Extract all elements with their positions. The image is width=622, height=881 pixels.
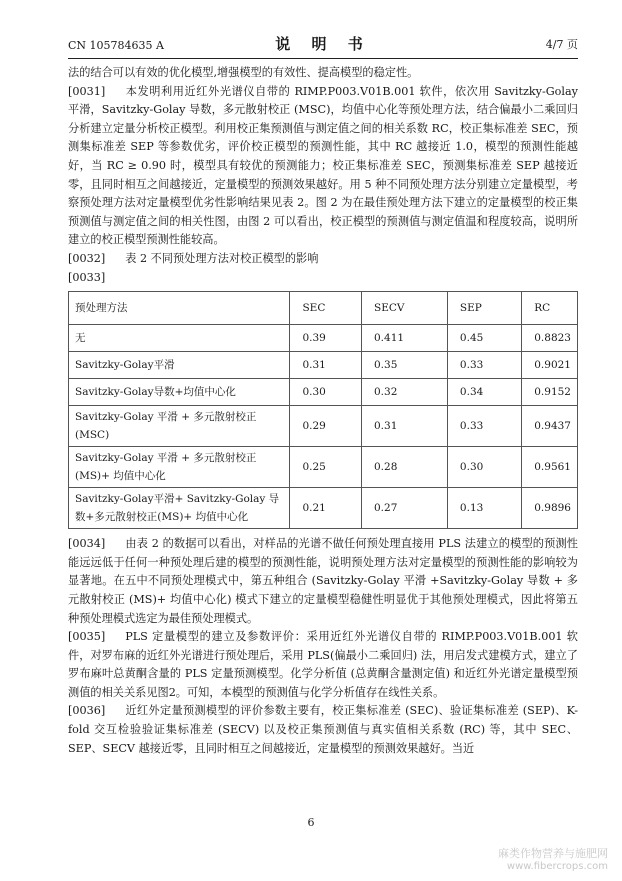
header-sec: SEC <box>290 292 362 325</box>
header-sep: SEP <box>447 292 521 325</box>
cell-method: Savitzky-Golay平滑 <box>69 352 290 379</box>
table-caption: 表 2 不同预处理方法对校正模型的影响 <box>125 251 319 265</box>
cell-sep: 0.30 <box>447 447 521 488</box>
cell-secv: 0.28 <box>362 447 448 488</box>
cell-sep: 0.33 <box>447 352 521 379</box>
cell-sec: 0.30 <box>290 379 362 406</box>
cell-rc: 0.8823 <box>522 325 578 352</box>
document-body <box>68 64 578 758</box>
paragraph-text: 由表 2 的数据可以看出，对样品的光谱不做任何预处理直接用 PLS 法建立的模型的预测性能远远低于任何一种预处理后建的模型的预测性能，说明预处理方法对定量模型的预测性能的影响较为显著地。在五中不同预处理模式中，第五种组合 (Savitzky-Golay 平滑 +Savitzky-Golay 导数 + 多元散射校正 (MS)+ 均值中心化) 模式下建立的定量模型稳健性明显优于其他预处理模式，因此将第五种预处理模式选定为最佳预处理模式。 <box>68 537 578 625</box>
paragraph-tag: [0033] <box>68 270 106 284</box>
cell-sep: 0.33 <box>447 406 521 447</box>
paragraph-tag: [0031] <box>68 84 106 98</box>
page-header <box>68 30 578 59</box>
paragraph-continued: 法的结合可以有效的优化模型,增强模型的有效性、提高模型的稳定性。 <box>68 66 419 79</box>
watermark <box>498 847 608 873</box>
cell-sec: 0.39 <box>290 325 362 352</box>
cell-method: 无 <box>69 325 290 352</box>
cell-rc: 0.9561 <box>522 447 578 488</box>
cell-rc: 0.9896 <box>522 488 578 529</box>
cell-secv: 0.411 <box>362 325 448 352</box>
paragraph-text: 本发明利用近红外光谱仪自带的 RIMP.P003.V01B.001 软件，依次用 Savitzky-Golay 平滑，Savitzky-Golay 导数，多元散射校正 (MSC)，均值中心化等预处理方法，结合偏最小二乘回归分析建立定量分析校正模型。利用校正集预测值与测定值之间的相关系数 RC，校正集标准差 SEC，预测集标准差 SEP 等参数优劣，评价校正模型的预测性能，其中 RC 越接近 1.0，模型的预测性能越好，当 RC ≥ 0.90 时，模型具有较优的预测能力；校正集标准差 SEC，预测集标准差 SEP 越接近零，且同时相互之间越接近，定量模型的预测效果越好。用 5 种不同预处理方法分别建立定量模型，考察预处理方法对定量模型优劣性影响结果见表 2。图 2 为在最佳预处理方法下建立的定量模型的校正集预测值与测定值之间的相关性图，由图 2 可以看出，校正模型的预测值与测定值温和程度较高，说明所建立的校正模型预测性能较高。 <box>68 84 578 247</box>
table-row <box>69 447 578 488</box>
page-number: 6 <box>307 816 315 829</box>
table-row <box>69 325 578 352</box>
cell-secv: 0.27 <box>362 488 448 529</box>
cell-rc: 0.9437 <box>522 406 578 447</box>
paragraph-tag: [0032] <box>68 251 106 265</box>
cell-secv: 0.32 <box>362 379 448 406</box>
cell-secv: 0.31 <box>362 406 448 447</box>
cell-sep: 0.34 <box>447 379 521 406</box>
paragraph-tag: [0036] <box>68 704 106 718</box>
cell-rc: 0.9021 <box>522 352 578 379</box>
paragraph-0034 <box>68 535 578 628</box>
cell-sep: 0.45 <box>447 325 521 352</box>
page-counter: 4/7 页 <box>545 38 578 51</box>
watermark-url: www.fibercrops.com <box>506 861 608 872</box>
table-header-row <box>69 292 578 325</box>
table-row <box>69 406 578 447</box>
watermark-title: 麻类作物营养与施肥网 <box>498 847 608 860</box>
paragraph-0031 <box>68 83 578 250</box>
table-row <box>69 379 578 406</box>
paragraph-text: 近红外定量预测模型的评价参数主要有，校正集标准差 (SEC)、验证集标准差 (SEP)、K-fold 交互检验验证集标准差 (SECV) 以及校正集预测值与真实值相关系数 (RC) 等，其中 SEC、SEP、SECV 越接近零，且同时相互之间越接近，定量模型的预测效果越好。当近 <box>68 704 578 755</box>
paragraph-0036 <box>68 702 578 758</box>
header-method: 预处理方法 <box>69 292 290 325</box>
cell-method: Savitzky-Golay 平滑 + 多元散射校正 (MSC) <box>69 406 290 447</box>
table-row <box>69 352 578 379</box>
document-title: 说 明 书 <box>275 35 371 53</box>
cell-sep: 0.13 <box>447 488 521 529</box>
header-rc: RC <box>522 292 578 325</box>
cell-sec: 0.31 <box>290 352 362 379</box>
cell-rc: 0.9152 <box>522 379 578 406</box>
paragraph-tag: [0034] <box>68 537 106 551</box>
table-row <box>69 488 578 529</box>
cell-method: Savitzky-Golay 平滑 + 多元散射校正 (MS)+ 均值中心化 <box>69 447 290 488</box>
pretreatment-table <box>68 291 578 529</box>
cell-sec: 0.21 <box>290 488 362 529</box>
header-secv: SECV <box>362 292 448 325</box>
paragraph-text: PLS 定量模型的建立及参数评价：采用近红外光谱仪自带的 RIMP.P003.V01B.001 软件，对罗布麻的近红外光谱进行预处理后，采用 PLS(偏最小二乘回归) 法，用启发式建模方式，建立了罗布麻叶总黄酮含量的 PLS 定量预测模型。化学分析值 (总黄酮含量测定值) 和近红外光谱定量模型预测值的相关关系见图2。可知，本模型的预测值与化学分析值存在线性关系。 <box>68 630 578 699</box>
cell-sec: 0.25 <box>290 447 362 488</box>
cell-secv: 0.35 <box>362 352 448 379</box>
paragraph-0035 <box>68 628 578 702</box>
patent-number: CN 105784635 A <box>68 39 164 52</box>
cell-method: Savitzky-Golay导数+均值中心化 <box>69 379 290 406</box>
cell-sec: 0.29 <box>290 406 362 447</box>
paragraph-tag: [0035] <box>68 630 106 644</box>
cell-method: Savitzky-Golay平滑+ Savitzky-Golay 导数+多元散射校正(MS)+ 均值中心化 <box>69 488 290 529</box>
paragraph-0033 <box>68 269 578 288</box>
paragraph-0032 <box>68 250 578 269</box>
